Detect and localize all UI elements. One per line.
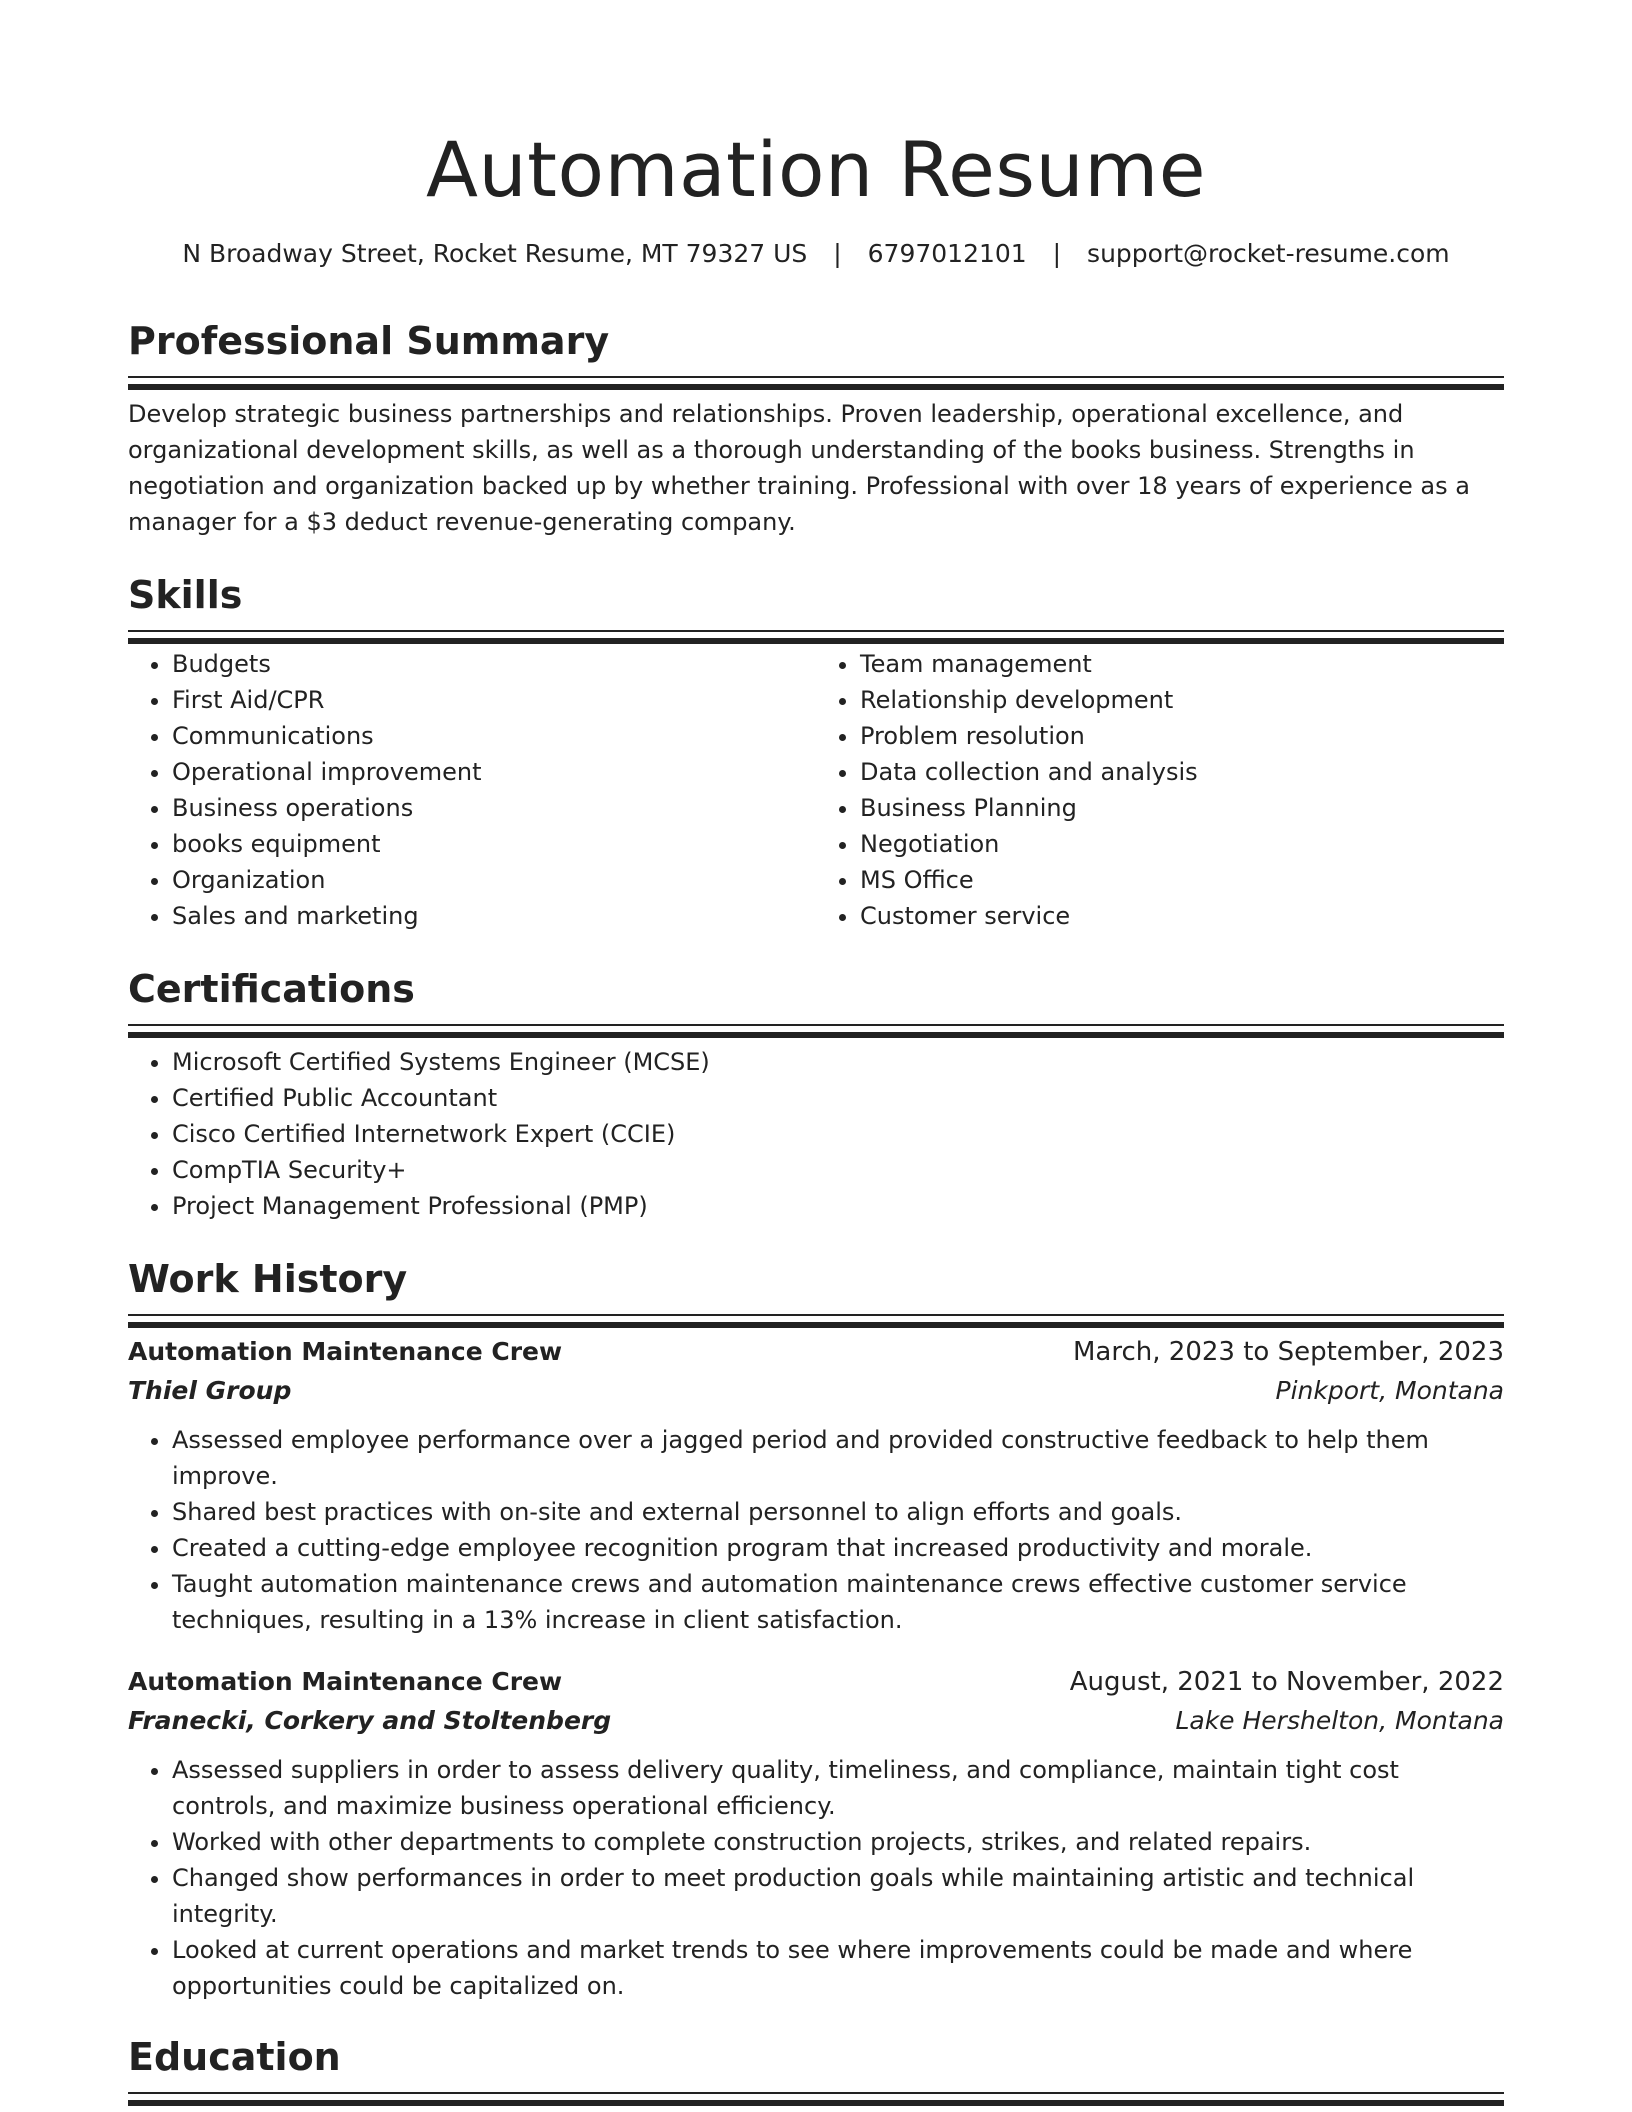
section-divider: [128, 1314, 1504, 1316]
job-header-row: [128, 1662, 1504, 1702]
job-bullet: • Taught automation maintenance crews and automation maintenance crews effective customer service techniques, resulting in a 13% increase in client satisfaction.: [172, 1566, 1504, 1638]
resume-name: Automation Resume: [425, 125, 1206, 214]
skill-item: • Budgets: [172, 646, 816, 682]
section-heading-certifications: Certifications: [128, 967, 415, 1011]
skill-item: • Business operations: [172, 790, 816, 826]
job-dates: March, 2023 to September, 2023: [1073, 1337, 1504, 1367]
job-header-row: [128, 1332, 1504, 1372]
contact-line: [128, 236, 1504, 272]
section-heading-summary: Professional Summary: [128, 319, 610, 363]
work-section: [128, 1254, 1504, 2004]
job-location: Pinkport, Montana: [1275, 1376, 1504, 1405]
job-title: Automation Maintenance Crew: [128, 1337, 563, 1366]
job-company: Franecki, Corkery and Stoltenberg: [128, 1706, 612, 1735]
skill-item: • Operational improvement: [172, 754, 816, 790]
job-bullets: [128, 1752, 1504, 2004]
section-heading-work-history: Work History: [128, 1257, 408, 1301]
certification-item: • Project Management Professional (PMP): [172, 1188, 1504, 1224]
certification-item: • Microsoft Certified Systems Engineer (MCSE): [172, 1044, 1504, 1080]
education-section: [128, 2032, 1504, 2094]
job-dates: August, 2021 to November, 2022: [1069, 1667, 1504, 1697]
skills-column-left: [128, 646, 816, 934]
job-entry: [128, 1662, 1504, 2004]
contact-separator: |: [833, 239, 842, 268]
summary-text: Develop strategic business partnerships and relationships. Proven leadership, operational excellence, and organizational development skills, as well as a thorough understanding of the books business. Strengths in negotiation and organization backed up by whether training. Professional with over 18 years of experience as a manager for a $3 deduct revenue-generating company.: [128, 400, 1470, 536]
skill-item: • First Aid/CPR: [172, 682, 816, 718]
skill-item: • Customer service: [860, 898, 1504, 934]
certification-item: • Certified Public Accountant: [172, 1080, 1504, 1116]
skill-item: • Relationship development: [860, 682, 1504, 718]
section-heading-skills: Skills: [128, 573, 243, 617]
job-bullets: [128, 1422, 1504, 1638]
skills-column-right: [816, 646, 1504, 934]
skill-item: • Organization: [172, 862, 816, 898]
section-divider: [128, 2092, 1504, 2094]
skills-columns: [128, 646, 1504, 934]
job-company-row: [128, 1702, 1504, 1740]
job-entry: [128, 1332, 1504, 1638]
section-divider: [128, 630, 1504, 632]
skill-item: • Business Planning: [860, 790, 1504, 826]
skill-item: • Communications: [172, 718, 816, 754]
job-bullet: • Worked with other departments to complete construction projects, strikes, and related repairs.: [172, 1824, 1504, 1860]
jobs-container: [128, 1332, 1504, 2004]
skills-list-left: [128, 646, 816, 934]
contact-address: N Broadway Street, Rocket Resume, MT 79327 US: [182, 239, 808, 268]
skill-item: • Data collection and analysis: [860, 754, 1504, 790]
job-bullet: • Shared best practices with on-site and external personnel to align efforts and goals.: [172, 1494, 1504, 1530]
job-bullet: • Looked at current operations and market trends to see where improvements could be made and where opportunities could be capitalized on.: [172, 1932, 1504, 2004]
skills-section: [128, 570, 1504, 934]
skill-item: • books equipment: [172, 826, 816, 862]
job-bullet: • Assessed suppliers in order to assess delivery quality, timeliness, and compliance, maintain tight cost controls, and maximize business operational efficiency.: [172, 1752, 1504, 1824]
skill-item: • Sales and marketing: [172, 898, 816, 934]
job-location: Lake Hershelton, Montana: [1175, 1706, 1504, 1735]
job-bullet: • Created a cutting-edge employee recognition program that increased productivity and morale.: [172, 1530, 1504, 1566]
contact-email: support@rocket-resume.com: [1087, 239, 1450, 268]
section-divider: [128, 1024, 1504, 1026]
certifications-section: [128, 964, 1504, 1224]
job-bullet: • Changed show performances in order to meet production goals while maintaining artistic and technical integrity.: [172, 1860, 1504, 1932]
job-bullet: • Assessed employee performance over a jagged period and provided constructive feedback to help them improve.: [172, 1422, 1504, 1494]
skill-item: • MS Office: [860, 862, 1504, 898]
certifications-list: [128, 1044, 1504, 1224]
contact-phone: 6797012101: [867, 239, 1027, 268]
summary-section: [128, 316, 1504, 540]
skill-item: • Problem resolution: [860, 718, 1504, 754]
section-divider: [128, 376, 1504, 378]
skill-item: • Team management: [860, 646, 1504, 682]
job-title: Automation Maintenance Crew: [128, 1667, 563, 1696]
job-company: Thiel Group: [128, 1376, 292, 1405]
certification-item: • CompTIA Security+: [172, 1152, 1504, 1188]
contact-separator: |: [1052, 239, 1062, 268]
skill-item: • Negotiation: [860, 826, 1504, 862]
job-company-row: [128, 1372, 1504, 1410]
resume-page: [128, 0, 1504, 2094]
certification-item: • Cisco Certified Internetwork Expert (CCIE): [172, 1116, 1504, 1152]
section-heading-education: Education: [128, 2035, 341, 2079]
skills-list-right: [816, 646, 1504, 934]
